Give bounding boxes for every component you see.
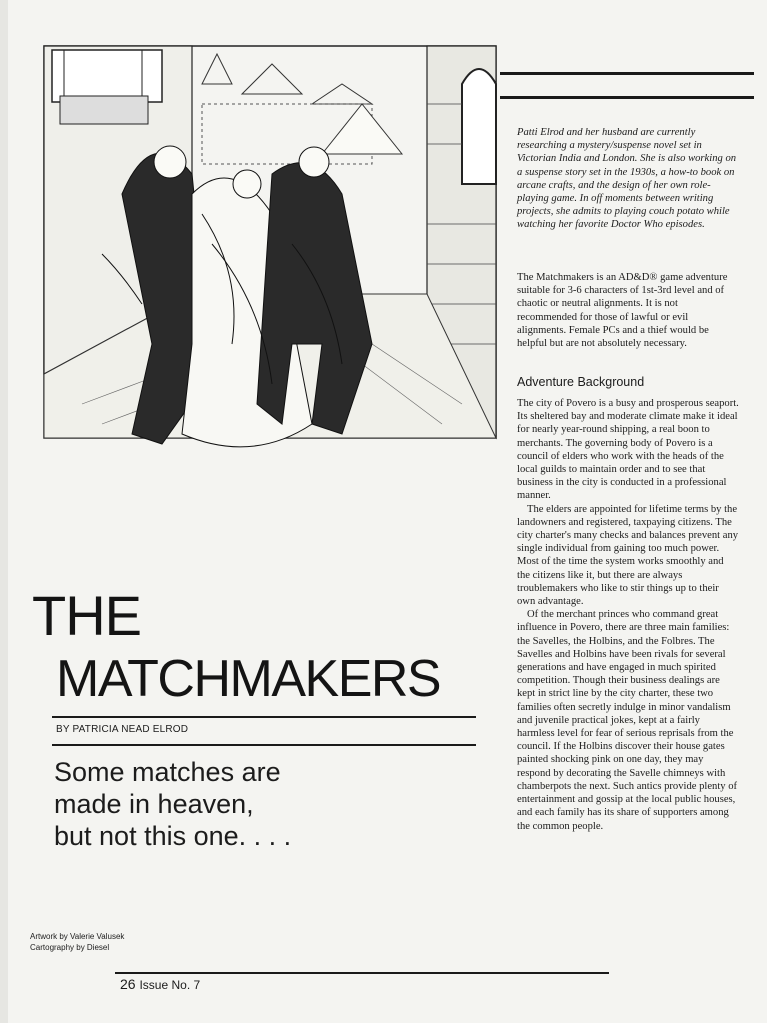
body-paragraph: Of the merchant princes who command great influence in Povero, there are three main families: the Savelles, the Holbins, and the Folbres. The Savelles and Holbins have been rivals for several generations and have engaged in much spirited competition. Though their business dealings are kept in strict line by the city charter, these two families often secretly indulge in minor vandalism and juvenile practical jokes, kept at a fairly harmless level for fear of serious reprisals from the council. If the Holbins discover their house gates painted shocking pink on one day, they may respond by decorating the Savelle chimneys with chamberpots the next. Such antics provide plenty of entertainment and gossip at the local public houses, and each family has its share of supporters among the common people.	[517, 609, 738, 832]
top-rule-1	[500, 72, 754, 75]
article-title-line2: MATCHMAKERS	[56, 650, 441, 708]
author-bio-text: Patti Elrod and her husband are currently researching a mystery/suspense novel set in Victorian India and London. She is also working on a suspense story set in the 1930s, a how-to book on arcane crafts, and the design of her own role-playing game. In off moments between writing projects, she admits to playing couch potato while watching her favorite Doctor Who episodes.	[517, 127, 737, 231]
artwork-credit: Artwork by Valerie Valusek	[30, 932, 125, 941]
page-number: 26	[120, 976, 136, 992]
page-edge	[0, 0, 8, 1023]
tagline-line: Some matches are	[54, 757, 281, 787]
byline-rule	[52, 744, 476, 746]
byline: BY PATRICIA NEAD ELROD	[56, 724, 189, 735]
article-title-line1: THE	[32, 584, 141, 647]
author-bio	[517, 126, 739, 232]
adventure-background-text	[517, 397, 739, 833]
cartography-credit: Cartography by Diesel	[30, 943, 110, 952]
section-heading: Adventure Background	[517, 375, 645, 389]
credits	[30, 931, 124, 953]
tagline-line: but not this one. . . .	[54, 821, 292, 851]
page-footer	[120, 976, 200, 992]
issue-label: Issue No. 7	[139, 978, 201, 992]
tagline	[54, 756, 474, 852]
adventure-intro-text: The Matchmakers is an AD&D® game adventure suitable for 3-6 characters of 1st-3rd level and of chaotic or neutral alignments. It is not recommended for those of lawful or evil alignments. Female PCs and a thief would be helpful but are not absolutely necessary.	[517, 272, 728, 350]
illustration-street-scene	[42, 44, 498, 464]
body-paragraph: The elders are appointed for lifetime terms by the landowners and registered, taxpaying citizens. The city charter's many checks and balances prevent any single individual from gaining too much power. Most of the time the system works smoothly and the citizens like it, but there are always troublemakers who like to stir things up to their own advantage.	[517, 503, 739, 608]
top-rule-2	[500, 96, 754, 99]
tagline-line: made in heaven,	[54, 789, 254, 819]
footer-rule	[115, 972, 609, 974]
adventure-intro	[517, 271, 739, 350]
illustration-art	[42, 44, 498, 464]
title-rule	[52, 716, 476, 718]
body-paragraph: The city of Povero is a busy and prosperous seaport. Its sheltered bay and moderate climate make it ideal for nearly year-round shipping, a real boon to merchants. The governing body of Povero is a council of elders who work with the heads of the local guilds to maintain order and to see that business in the city is conducted in a professional manner.	[517, 398, 739, 502]
